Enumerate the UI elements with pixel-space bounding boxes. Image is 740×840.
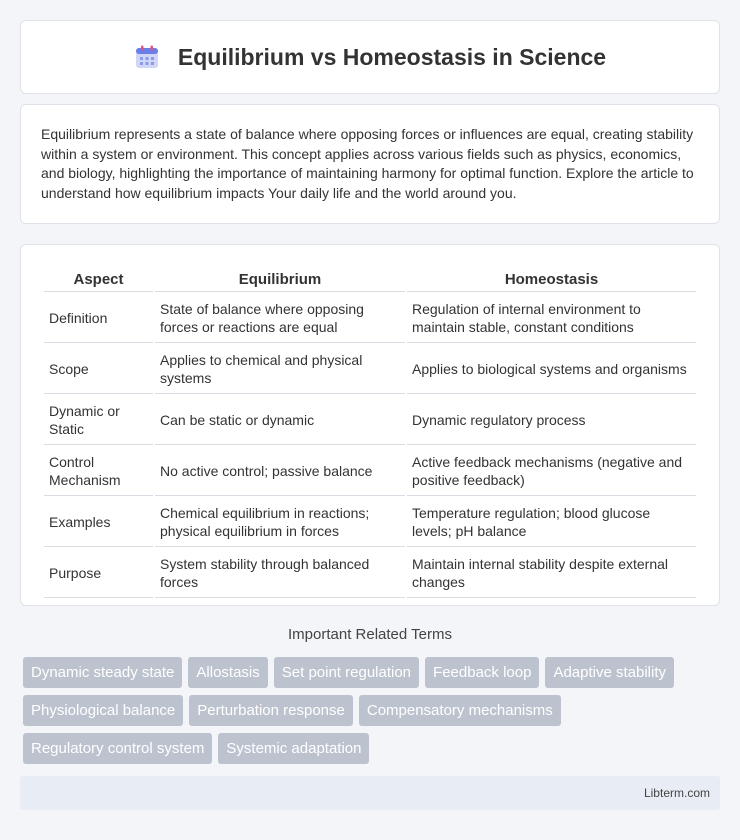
related-term-tag[interactable]: Compensatory mechanisms — [359, 695, 561, 726]
related-term-tag[interactable]: Adaptive stability — [545, 657, 674, 688]
table-cell: Temperature regulation; blood glucose levels; pH balance — [407, 498, 696, 547]
related-term-tag[interactable]: Systemic adaptation — [218, 733, 369, 764]
table-cell: Active feedback mechanisms (negative and positive feedback) — [407, 447, 696, 496]
table-cell: System stability through balanced forces — [155, 549, 405, 598]
related-terms-list — [23, 657, 723, 764]
table-cell: Examples — [44, 498, 153, 547]
table-cell: Purpose — [44, 549, 153, 598]
table-cell: State of balance where opposing forces or reactions are equal — [155, 294, 405, 343]
table-row — [44, 294, 696, 343]
table-cell: Applies to biological systems and organisms — [407, 345, 696, 394]
table-cell: Can be static or dynamic — [155, 396, 405, 445]
related-term-tag[interactable]: Feedback loop — [425, 657, 539, 688]
related-terms-title: Important Related Terms — [288, 626, 452, 643]
table-row — [44, 396, 696, 445]
column-header: Equilibrium — [155, 267, 405, 292]
intro-text: Equilibrium represents a state of balance where opposing forces or influences are equal, creating stability within a system or environment. This concept applies across various fields such as physics, economics, and biology, highlighting the importance of maintaining harmony for optimal function. Explore the article to understand how equilibrium impacts Your daily life and the world around you. — [41, 126, 694, 201]
comparison-table-card — [20, 244, 720, 606]
table-cell: Control Mechanism — [44, 447, 153, 496]
footer — [20, 776, 720, 810]
table-header-row — [44, 267, 696, 292]
table-cell: No active control; passive balance — [155, 447, 405, 496]
table-cell: Maintain internal stability despite external changes — [407, 549, 696, 598]
related-term-tag[interactable]: Allostasis — [188, 657, 267, 688]
related-term-tag[interactable]: Perturbation response — [189, 695, 353, 726]
table-row — [44, 498, 696, 547]
related-term-tag[interactable]: Regulatory control system — [23, 733, 212, 764]
column-header: Aspect — [44, 267, 153, 292]
page-title: Equilibrium vs Homeostasis in Science — [177, 43, 607, 70]
comparison-table — [42, 265, 698, 600]
table-cell: Dynamic or Static — [44, 396, 153, 445]
related-term-tag[interactable]: Dynamic steady state — [23, 657, 182, 688]
calendar-icon — [134, 44, 160, 70]
related-term-tag[interactable]: Set point regulation — [274, 657, 419, 688]
table-cell: Regulation of internal environment to maintain stable, constant conditions — [407, 294, 696, 343]
table-row — [44, 345, 696, 394]
table-cell: Dynamic regulatory process — [407, 396, 696, 445]
table-row — [44, 447, 696, 496]
column-header: Homeostasis — [407, 267, 696, 292]
table-cell: Chemical equilibrium in reactions; physical equilibrium in forces — [155, 498, 405, 547]
footer-site-link[interactable]: Libterm.com — [643, 786, 710, 800]
header-card — [20, 20, 720, 94]
table-cell: Applies to chemical and physical systems — [155, 345, 405, 394]
table-cell: Definition — [44, 294, 153, 343]
intro-card — [20, 104, 720, 224]
table-row — [44, 549, 696, 598]
table-cell: Scope — [44, 345, 153, 394]
related-term-tag[interactable]: Physiological balance — [23, 695, 183, 726]
